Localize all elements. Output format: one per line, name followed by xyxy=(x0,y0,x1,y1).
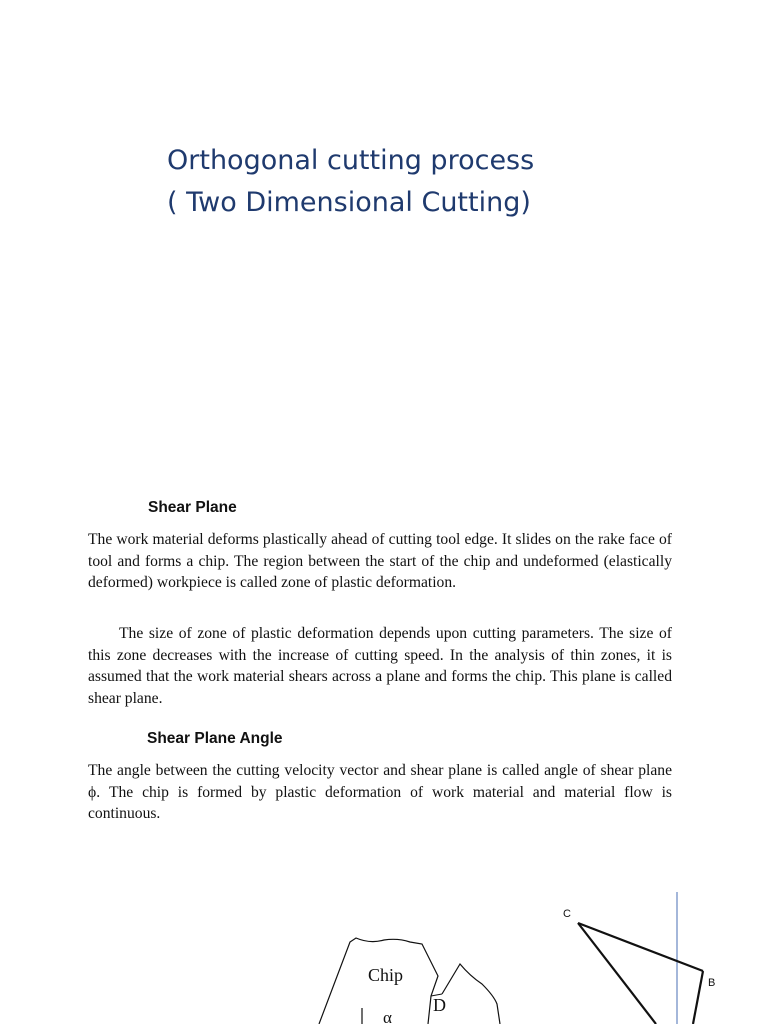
line-b-down xyxy=(693,971,703,1024)
cutting-diagram xyxy=(0,880,768,1024)
page-title xyxy=(167,140,534,224)
alpha-label: α xyxy=(383,1008,392,1024)
chip-label: Chip xyxy=(368,965,404,985)
title-line-1: Orthogonal cutting process xyxy=(167,145,535,176)
paragraph-shear-plane-1: The work material deforms plastically ahead of cutting tool edge. It slides on the rake face of tool and forms a chip. The region between the start of the chip and undeformed (elastically deformed) workpiece is called zone of plastic deformation. xyxy=(88,531,672,591)
d-label: D xyxy=(433,995,446,1015)
b-label: B xyxy=(708,977,716,989)
section-heading-shear-plane-angle: Shear Plane Angle xyxy=(147,730,283,747)
paragraph-shear-plane-angle: The angle between the cutting velocity vector and shear plane is called angle of shear plane ϕ. The chip is formed by plastic deformation of work material and material flow is continuous. xyxy=(88,762,672,822)
title-line-2: ( Two Dimensional Cutting) xyxy=(167,187,531,218)
section-heading-shear-plane: Shear Plane xyxy=(148,499,237,516)
c-label: C xyxy=(563,908,571,920)
paragraph-shear-plane-2: The size of zone of plastic deformation depends upon cutting parameters. The size of this zone decreases with the increase of cutting speed. In the analysis of thin zones, it is assumed that the work material shears across a plane and forms the chip. This plane is called shear plane. xyxy=(88,625,672,707)
chip-inner-edge xyxy=(442,964,500,1024)
